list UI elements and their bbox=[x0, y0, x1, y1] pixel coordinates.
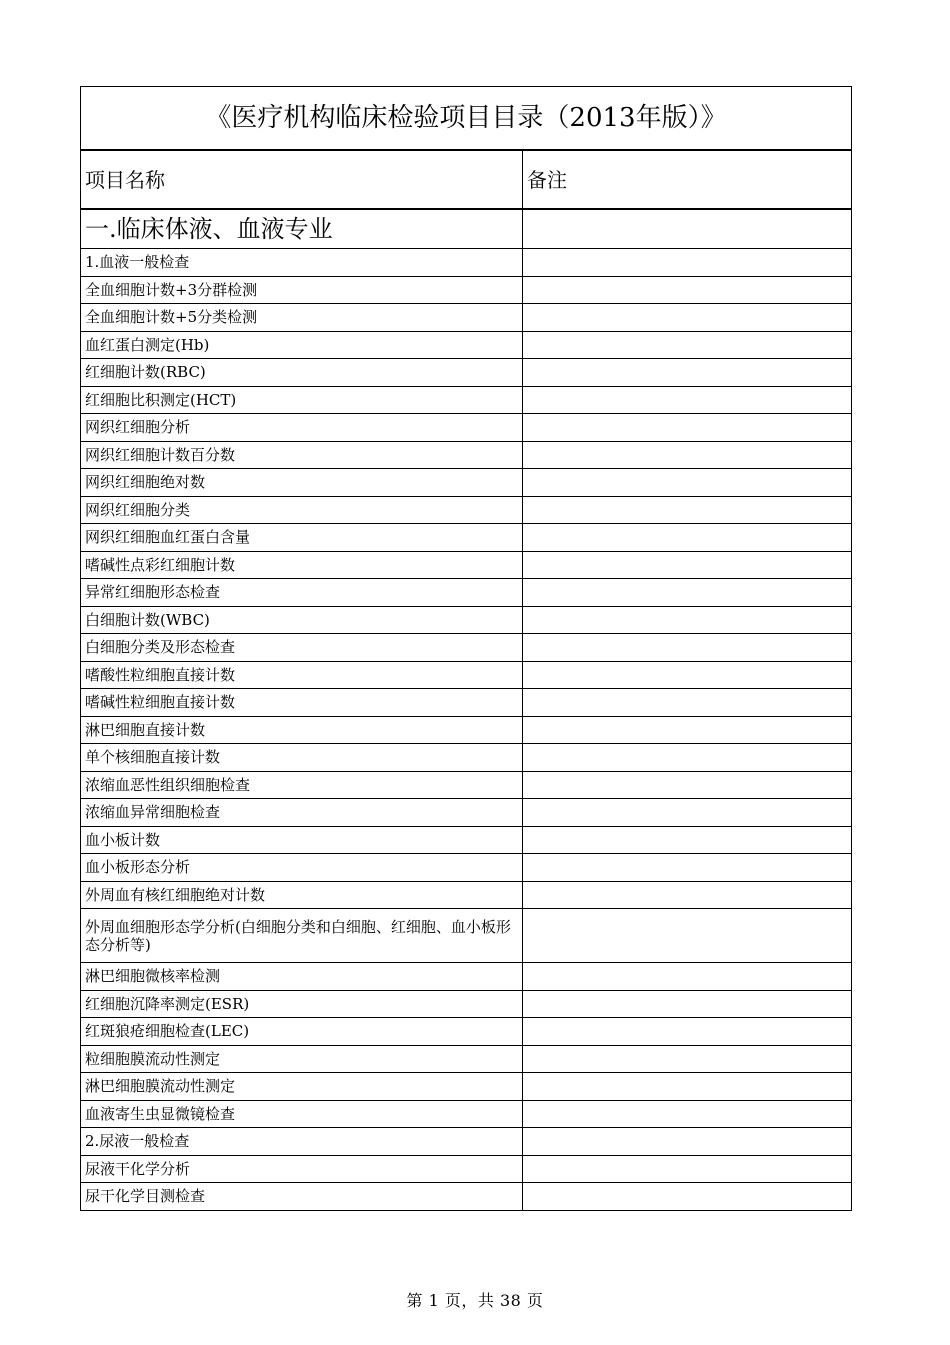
note-cell bbox=[523, 1018, 852, 1046]
note-cell bbox=[523, 771, 852, 799]
title-row bbox=[81, 87, 852, 151]
table-row bbox=[81, 359, 852, 387]
table-row bbox=[81, 469, 852, 497]
table-row bbox=[81, 963, 852, 991]
table-row bbox=[81, 854, 852, 882]
table-row bbox=[81, 689, 852, 717]
item-name-cell: 白细胞计数(WBC) bbox=[81, 606, 523, 634]
note-cell bbox=[523, 414, 852, 442]
table-row bbox=[81, 716, 852, 744]
item-name-cell: 嗜碱性粒细胞直接计数 bbox=[81, 689, 523, 717]
item-name-cell: 淋巴细胞微核率检测 bbox=[81, 963, 523, 991]
table-row bbox=[81, 249, 852, 277]
item-name-cell: 1.血液一般检查 bbox=[81, 249, 523, 277]
item-name-cell: 网织红细胞计数百分数 bbox=[81, 441, 523, 469]
note-cell bbox=[523, 551, 852, 579]
item-name-cell: 外周血有核红细胞绝对计数 bbox=[81, 881, 523, 909]
note-cell bbox=[523, 854, 852, 882]
section-row bbox=[81, 209, 852, 249]
note-cell bbox=[523, 1100, 852, 1128]
item-name-cell: 2.尿液一般检查 bbox=[81, 1128, 523, 1156]
note-cell bbox=[523, 441, 852, 469]
note-cell bbox=[523, 276, 852, 304]
note-cell bbox=[523, 524, 852, 552]
note-cell bbox=[523, 496, 852, 524]
note-cell bbox=[523, 716, 852, 744]
note-cell bbox=[523, 826, 852, 854]
item-name-cell: 血液寄生虫显微镜检查 bbox=[81, 1100, 523, 1128]
note-cell bbox=[523, 1073, 852, 1101]
table-row bbox=[81, 799, 852, 827]
table-row bbox=[81, 496, 852, 524]
note-cell bbox=[523, 1128, 852, 1156]
column-header-note: 备注 bbox=[523, 150, 852, 209]
note-cell bbox=[523, 881, 852, 909]
note-cell bbox=[523, 1183, 852, 1211]
item-name-cell: 外周血细胞形态学分析(白细胞分类和白细胞、红细胞、血小板形态分析等) bbox=[81, 909, 523, 963]
table-row bbox=[81, 1045, 852, 1073]
table-row bbox=[81, 1183, 852, 1211]
table-row bbox=[81, 524, 852, 552]
item-name-cell: 嗜酸性粒细胞直接计数 bbox=[81, 661, 523, 689]
note-cell bbox=[523, 331, 852, 359]
table-row bbox=[81, 1018, 852, 1046]
item-name-cell: 淋巴细胞膜流动性测定 bbox=[81, 1073, 523, 1101]
note-cell bbox=[523, 799, 852, 827]
note-cell bbox=[523, 963, 852, 991]
table-row bbox=[81, 1155, 852, 1183]
note-cell bbox=[523, 579, 852, 607]
catalog-table bbox=[80, 86, 852, 1211]
table-row bbox=[81, 579, 852, 607]
table-row bbox=[81, 1100, 852, 1128]
item-name-cell: 异常红细胞形态检查 bbox=[81, 579, 523, 607]
item-name-cell: 红细胞沉降率测定(ESR) bbox=[81, 990, 523, 1018]
section-heading: 一.临床体液、血液专业 bbox=[81, 209, 523, 249]
table-row bbox=[81, 386, 852, 414]
item-name-cell: 尿干化学目测检查 bbox=[81, 1183, 523, 1211]
item-name-cell: 网织红细胞绝对数 bbox=[81, 469, 523, 497]
item-name-cell: 血小板形态分析 bbox=[81, 854, 523, 882]
note-cell bbox=[523, 359, 852, 387]
item-name-cell: 血小板计数 bbox=[81, 826, 523, 854]
item-name-cell: 白细胞分类及形态检查 bbox=[81, 634, 523, 662]
item-name-cell: 浓缩血异常细胞检查 bbox=[81, 799, 523, 827]
table-body bbox=[81, 87, 852, 1211]
note-cell bbox=[523, 304, 852, 332]
note-cell bbox=[523, 909, 852, 963]
note-cell bbox=[523, 1045, 852, 1073]
table-row bbox=[81, 771, 852, 799]
document-title: 《医疗机构临床检验项目目录（2013年版）》 bbox=[81, 87, 852, 151]
note-cell bbox=[523, 209, 852, 249]
note-cell bbox=[523, 469, 852, 497]
item-name-cell: 嗜碱性点彩红细胞计数 bbox=[81, 551, 523, 579]
table-row bbox=[81, 661, 852, 689]
table-row bbox=[81, 414, 852, 442]
item-name-cell: 网织红细胞分析 bbox=[81, 414, 523, 442]
item-name-cell: 全血细胞计数+5分类检测 bbox=[81, 304, 523, 332]
item-name-cell: 网织红细胞血红蛋白含量 bbox=[81, 524, 523, 552]
item-name-cell: 淋巴细胞直接计数 bbox=[81, 716, 523, 744]
table-row bbox=[81, 1128, 852, 1156]
item-name-cell: 红斑狼疮细胞检查(LEC) bbox=[81, 1018, 523, 1046]
table-row bbox=[81, 744, 852, 772]
table-row bbox=[81, 909, 852, 963]
table-row bbox=[81, 634, 852, 662]
table-row bbox=[81, 441, 852, 469]
table-row bbox=[81, 1073, 852, 1101]
table-row bbox=[81, 990, 852, 1018]
item-name-cell: 红细胞计数(RBC) bbox=[81, 359, 523, 387]
note-cell bbox=[523, 249, 852, 277]
item-name-cell: 尿液干化学分析 bbox=[81, 1155, 523, 1183]
note-cell bbox=[523, 661, 852, 689]
note-cell bbox=[523, 606, 852, 634]
note-cell bbox=[523, 744, 852, 772]
table-row bbox=[81, 551, 852, 579]
note-cell bbox=[523, 634, 852, 662]
table-row bbox=[81, 881, 852, 909]
table-row bbox=[81, 304, 852, 332]
table-row bbox=[81, 826, 852, 854]
item-name-cell: 全血细胞计数+3分群检测 bbox=[81, 276, 523, 304]
table-row bbox=[81, 606, 852, 634]
item-name-cell: 网织红细胞分类 bbox=[81, 496, 523, 524]
item-name-cell: 浓缩血恶性组织细胞检查 bbox=[81, 771, 523, 799]
note-cell bbox=[523, 1155, 852, 1183]
header-row bbox=[81, 150, 852, 209]
note-cell bbox=[523, 386, 852, 414]
item-name-cell: 红细胞比积测定(HCT) bbox=[81, 386, 523, 414]
table-row bbox=[81, 276, 852, 304]
item-name-cell: 血红蛋白测定(Hb) bbox=[81, 331, 523, 359]
table-row bbox=[81, 331, 852, 359]
item-name-cell: 单个核细胞直接计数 bbox=[81, 744, 523, 772]
note-cell bbox=[523, 689, 852, 717]
page-number: 第 1 页，共 38 页 bbox=[406, 1291, 544, 1310]
column-header-name: 项目名称 bbox=[81, 150, 523, 209]
note-cell bbox=[523, 990, 852, 1018]
item-name-cell: 粒细胞膜流动性测定 bbox=[81, 1045, 523, 1073]
